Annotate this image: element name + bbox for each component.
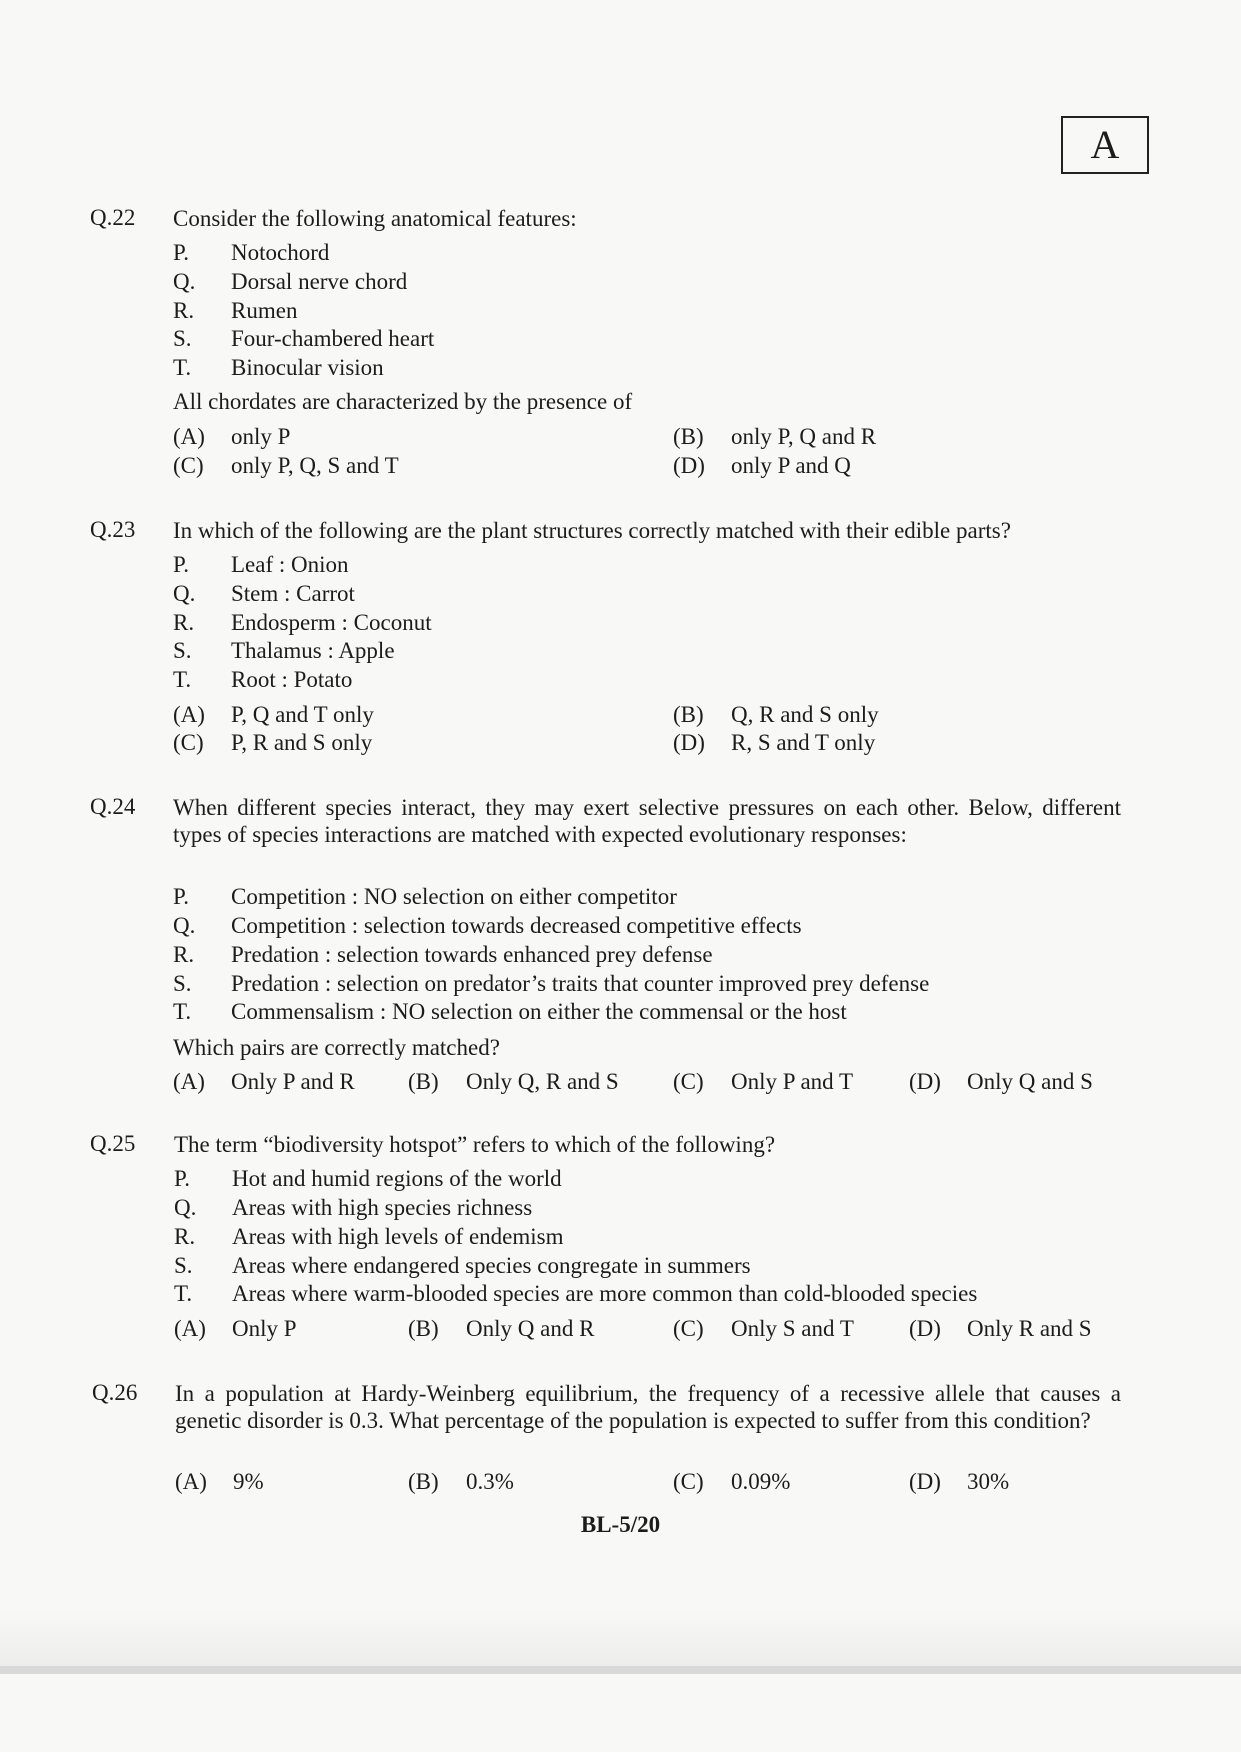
question-prompt: Which pairs are correctly matched? (173, 1035, 500, 1060)
statement-text: Leaf : Onion (231, 552, 349, 577)
option-text: Only P and T (731, 1069, 854, 1094)
statement-label: Q. (173, 913, 196, 938)
option-text: 30% (967, 1469, 1010, 1494)
statement-label: Q. (173, 269, 196, 294)
option-text: only P and Q (731, 453, 851, 478)
option-a[interactable] (173, 422, 290, 451)
statement-item (174, 1193, 532, 1222)
option-a[interactable] (173, 1067, 355, 1096)
option-c[interactable] (673, 1067, 853, 1096)
option-text: Only S and T (731, 1316, 854, 1341)
option-text: 0.3% (466, 1469, 514, 1494)
statement-label: S. (173, 971, 192, 996)
statement-item (174, 1164, 562, 1193)
option-text: Only Q and R (466, 1316, 595, 1341)
question-prompt: All chordates are characterized by the presence of (173, 389, 633, 414)
option-label: (A) (173, 702, 205, 727)
option-label: (D) (673, 730, 705, 755)
set-code-box: A (1061, 116, 1149, 174)
statement-text: Binocular vision (231, 355, 384, 380)
statement-text: Commensalism : NO selection on either the commensal or the host (231, 999, 847, 1024)
question-stem: The term “biodiversity hotspot” refers to which of the following? (174, 1132, 776, 1157)
option-label: (D) (909, 1469, 941, 1494)
statement-item (174, 1279, 977, 1308)
statement-text: Endosperm : Coconut (231, 610, 432, 635)
statement-text: Notochord (231, 240, 330, 265)
option-text: 9% (233, 1469, 264, 1494)
option-label: (A) (173, 1069, 205, 1094)
option-d[interactable] (673, 728, 875, 757)
statement-text: Hot and humid regions of the world (232, 1166, 562, 1191)
option-label: (B) (408, 1469, 439, 1494)
statement-label: P. (174, 1166, 190, 1191)
statement-item (173, 608, 432, 637)
option-label: (D) (909, 1069, 941, 1094)
option-b[interactable] (673, 700, 879, 729)
question-stem: Consider the following anatomical features: (173, 206, 577, 231)
option-d[interactable] (673, 451, 851, 480)
statement-label: R. (174, 1224, 196, 1249)
statement-label: T. (174, 1281, 193, 1306)
option-label: (B) (673, 702, 704, 727)
option-label: (C) (673, 1316, 704, 1341)
question-number: Q.26 (92, 1380, 138, 1405)
option-b[interactable] (408, 1314, 594, 1343)
statement-item (173, 296, 297, 325)
statement-item (173, 267, 407, 296)
statement-text: Dorsal nerve chord (231, 269, 408, 294)
option-d[interactable] (909, 1314, 1092, 1343)
statement-label: S. (173, 638, 192, 663)
statement-text: Competition : selection towards decreased competitive effects (231, 913, 802, 938)
statement-label: T. (173, 355, 192, 380)
statement-label: P. (173, 240, 189, 265)
statement-label: P. (173, 552, 189, 577)
statement-text: Rumen (231, 298, 298, 323)
page-footer: BL-5/20 (580, 1512, 661, 1537)
statement-item (173, 997, 847, 1026)
option-text: Only Q, R and S (466, 1069, 619, 1094)
option-label: (C) (673, 1069, 704, 1094)
statement-text: Root : Potato (231, 667, 353, 692)
statement-item (173, 969, 929, 998)
statement-item (173, 238, 329, 267)
option-text: P, Q and T only (231, 702, 374, 727)
statement-label: R. (173, 298, 195, 323)
statement-label: R. (173, 942, 195, 967)
option-text: 0.09% (731, 1469, 791, 1494)
question-number: Q.23 (90, 517, 136, 542)
statement-item (173, 882, 677, 911)
statement-text: Areas where warm-blooded species are more common than cold-blooded species (232, 1281, 978, 1306)
option-text: P, R and S only (231, 730, 373, 755)
statement-label: R. (173, 610, 195, 635)
option-label: (D) (909, 1316, 941, 1341)
option-b[interactable] (408, 1067, 619, 1096)
option-label: (C) (173, 453, 204, 478)
question-stem: When different species interact, they may exert selective pressures on each other. Below, different types of species interactions are matched with expected evolutionary responses: (173, 795, 1121, 847)
statement-label: T. (173, 999, 192, 1024)
option-text: only P, Q, S and T (231, 453, 399, 478)
option-label: (C) (173, 730, 204, 755)
statement-item (173, 353, 384, 382)
option-label: (B) (408, 1069, 439, 1094)
option-label: (A) (173, 424, 205, 449)
option-a[interactable] (173, 700, 374, 729)
statement-label: P. (173, 884, 189, 909)
question-number: Q.22 (90, 205, 136, 230)
option-label: (A) (175, 1469, 207, 1494)
option-label: (C) (673, 1469, 704, 1494)
statement-text: Competition : NO selection on either competitor (231, 884, 677, 909)
option-label: (B) (673, 424, 704, 449)
statement-label: T. (173, 667, 192, 692)
statement-text: Thalamus : Apple (231, 638, 395, 663)
statement-item (174, 1251, 751, 1280)
statement-item (173, 550, 349, 579)
statement-label: Q. (174, 1195, 197, 1220)
statement-label: S. (173, 326, 192, 351)
option-d[interactable] (909, 1067, 1093, 1096)
question-number: Q.24 (90, 794, 136, 819)
option-a[interactable] (175, 1467, 264, 1496)
option-c[interactable] (173, 728, 372, 757)
statement-text: Predation : selection towards enhanced prey defense (231, 942, 713, 967)
statement-item (173, 940, 713, 969)
option-label: (B) (408, 1316, 439, 1341)
question-stem: In a population at Hardy-Weinberg equilibrium, the frequency of a recessive allele that causes a genetic disorder is 0.3. What percentage of the population is expected to suffer from this condition? (175, 1381, 1121, 1433)
option-c[interactable] (673, 1314, 854, 1343)
option-text: Only R and S (967, 1316, 1092, 1341)
question-stem: In which of the following are the plant structures correctly matched with their edible parts? (173, 518, 1011, 543)
option-text: R, S and T only (731, 730, 876, 755)
option-c[interactable] (173, 451, 399, 480)
option-c[interactable] (673, 1467, 790, 1496)
option-d[interactable] (909, 1467, 1009, 1496)
page-edge-divider (0, 1666, 1241, 1674)
option-text: Only Q and S (967, 1069, 1093, 1094)
statement-text: Four-chambered heart (231, 326, 435, 351)
option-text: Only P (232, 1316, 297, 1341)
option-b[interactable] (408, 1467, 514, 1496)
statement-text: Areas with high levels of endemism (232, 1224, 564, 1249)
statement-label: S. (174, 1253, 193, 1278)
statement-text: Areas where endangered species congregate in summers (232, 1253, 751, 1278)
statement-text: Stem : Carrot (231, 581, 355, 606)
statement-label: Q. (173, 581, 196, 606)
statement-item (173, 636, 395, 665)
option-text: only P (231, 424, 291, 449)
statement-item (174, 1222, 564, 1251)
option-label: (D) (673, 453, 705, 478)
option-text: Only P and R (231, 1069, 355, 1094)
statement-item (173, 665, 352, 694)
statement-text: Areas with high species richness (232, 1195, 533, 1220)
statement-item (173, 579, 355, 608)
statement-item (173, 911, 802, 940)
option-label: (A) (174, 1316, 206, 1341)
scan-shadow (0, 1610, 1241, 1670)
statement-text: Predation : selection on predator’s traits that counter improved prey defense (231, 971, 930, 996)
statement-item (173, 324, 434, 353)
option-a[interactable] (174, 1314, 297, 1343)
option-b[interactable] (673, 422, 876, 451)
question-number: Q.25 (90, 1131, 136, 1156)
option-text: only P, Q and R (731, 424, 877, 449)
option-text: Q, R and S only (731, 702, 879, 727)
